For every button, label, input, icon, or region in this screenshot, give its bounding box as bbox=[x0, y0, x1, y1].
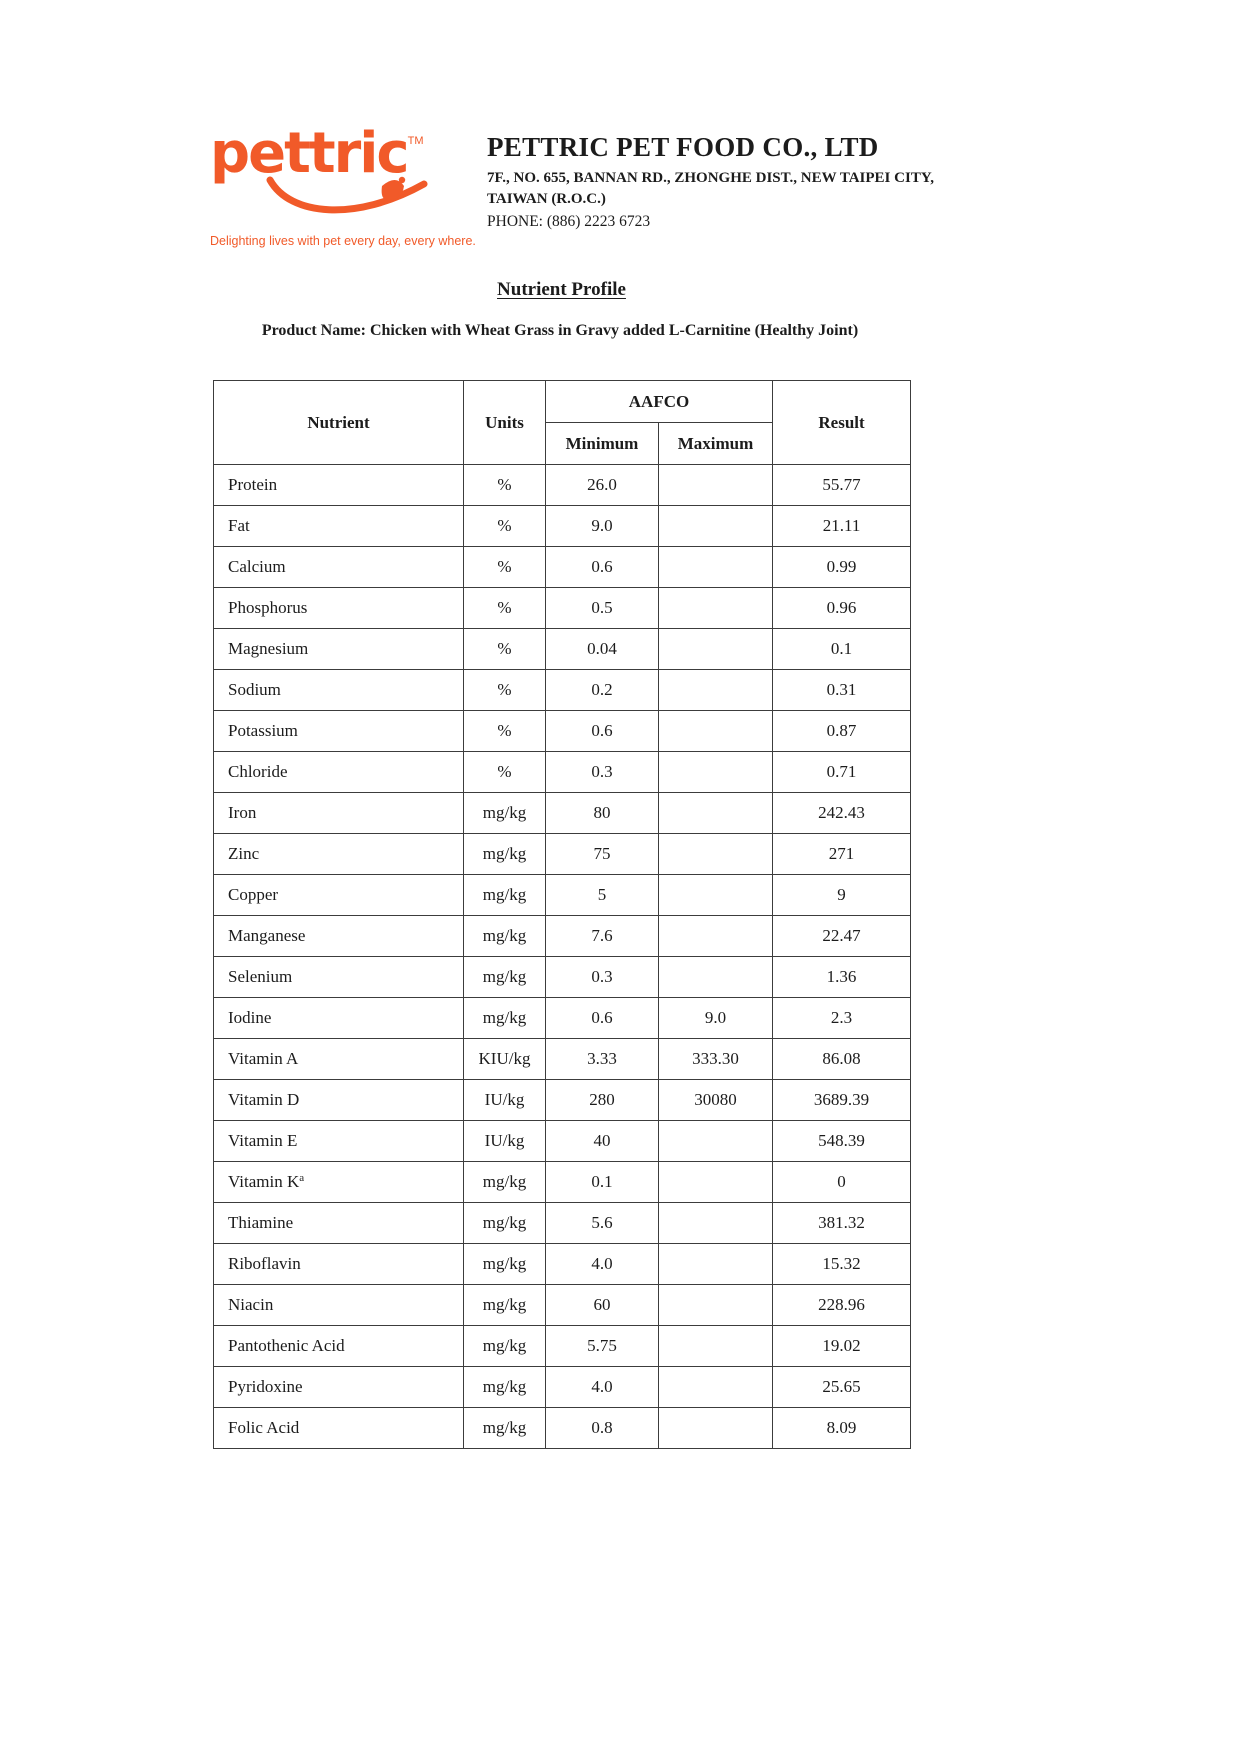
units-cell: % bbox=[464, 670, 546, 711]
result-cell: 228.96 bbox=[773, 1285, 911, 1326]
nutrient-cell: Pantothenic Acid bbox=[214, 1326, 464, 1367]
maximum-cell bbox=[659, 1121, 773, 1162]
units-cell: mg/kg bbox=[464, 1367, 546, 1408]
units-cell: mg/kg bbox=[464, 1244, 546, 1285]
document-header bbox=[210, 121, 935, 248]
header-aafco: AAFCO bbox=[546, 381, 773, 423]
nutrient-cell: Vitamin A bbox=[214, 1039, 464, 1080]
header-result: Result bbox=[773, 381, 911, 465]
maximum-cell bbox=[659, 1162, 773, 1203]
maximum-cell bbox=[659, 629, 773, 670]
table-row bbox=[214, 588, 911, 629]
minimum-cell: 0.3 bbox=[546, 957, 659, 998]
maximum-cell bbox=[659, 1367, 773, 1408]
minimum-cell: 7.6 bbox=[546, 916, 659, 957]
maximum-cell bbox=[659, 1408, 773, 1449]
maximum-cell bbox=[659, 752, 773, 793]
nutrient-cell: Riboflavin bbox=[214, 1244, 464, 1285]
nutrient-cell: Magnesium bbox=[214, 629, 464, 670]
result-cell: 1.36 bbox=[773, 957, 911, 998]
nutrient-cell: Potassium bbox=[214, 711, 464, 752]
result-cell: 0.31 bbox=[773, 670, 911, 711]
result-cell: 25.65 bbox=[773, 1367, 911, 1408]
result-cell: 0.71 bbox=[773, 752, 911, 793]
result-cell: 19.02 bbox=[773, 1326, 911, 1367]
units-cell: mg/kg bbox=[464, 834, 546, 875]
minimum-cell: 0.1 bbox=[546, 1162, 659, 1203]
units-cell: % bbox=[464, 506, 546, 547]
minimum-cell: 4.0 bbox=[546, 1367, 659, 1408]
header-maximum: Maximum bbox=[659, 423, 773, 465]
result-cell: 8.09 bbox=[773, 1408, 911, 1449]
units-cell: mg/kg bbox=[464, 1162, 546, 1203]
units-cell: % bbox=[464, 547, 546, 588]
units-cell: mg/kg bbox=[464, 1285, 546, 1326]
result-cell: 22.47 bbox=[773, 916, 911, 957]
maximum-cell bbox=[659, 916, 773, 957]
units-cell: IU/kg bbox=[464, 1080, 546, 1121]
table-row bbox=[214, 1326, 911, 1367]
units-cell: % bbox=[464, 629, 546, 670]
minimum-cell: 280 bbox=[546, 1080, 659, 1121]
maximum-cell bbox=[659, 875, 773, 916]
nutrient-cell: Fat bbox=[214, 506, 464, 547]
units-cell: mg/kg bbox=[464, 916, 546, 957]
units-cell: KIU/kg bbox=[464, 1039, 546, 1080]
nutrient-cell: Zinc bbox=[214, 834, 464, 875]
minimum-cell: 80 bbox=[546, 793, 659, 834]
minimum-cell: 5.75 bbox=[546, 1326, 659, 1367]
table-row bbox=[214, 1244, 911, 1285]
minimum-cell: 0.6 bbox=[546, 711, 659, 752]
minimum-cell: 0.04 bbox=[546, 629, 659, 670]
minimum-cell: 0.2 bbox=[546, 670, 659, 711]
minimum-cell: 3.33 bbox=[546, 1039, 659, 1080]
nutrient-cell: Vitamin E bbox=[214, 1121, 464, 1162]
brand-wordmark-line bbox=[210, 121, 472, 186]
maximum-cell: 333.30 bbox=[659, 1039, 773, 1080]
minimum-cell: 75 bbox=[546, 834, 659, 875]
maximum-cell bbox=[659, 547, 773, 588]
minimum-cell: 0.5 bbox=[546, 588, 659, 629]
units-cell: mg/kg bbox=[464, 793, 546, 834]
tm-mark: TM bbox=[407, 135, 424, 147]
result-cell: 242.43 bbox=[773, 793, 911, 834]
minimum-cell: 60 bbox=[546, 1285, 659, 1326]
table-row bbox=[214, 1039, 911, 1080]
nutrient-table-container bbox=[213, 380, 910, 1449]
maximum-cell bbox=[659, 465, 773, 506]
nutrient-cell: Protein bbox=[214, 465, 464, 506]
nutrient-cell: Vitamin D bbox=[214, 1080, 464, 1121]
nutrient-cell: Chloride bbox=[214, 752, 464, 793]
table-row bbox=[214, 834, 911, 875]
table-row bbox=[214, 1162, 911, 1203]
header-units: Units bbox=[464, 381, 546, 465]
maximum-cell: 9.0 bbox=[659, 998, 773, 1039]
minimum-cell: 5.6 bbox=[546, 1203, 659, 1244]
nutrient-table-body bbox=[214, 465, 911, 1449]
nutrient-cell: Folic Acid bbox=[214, 1408, 464, 1449]
nutrient-cell: Sodium bbox=[214, 670, 464, 711]
company-name: PETTRIC PET FOOD CO., LTD bbox=[487, 132, 879, 162]
result-cell: 0 bbox=[773, 1162, 911, 1203]
units-cell: mg/kg bbox=[464, 875, 546, 916]
units-cell: mg/kg bbox=[464, 1203, 546, 1244]
product-name-line: Product Name: Chicken with Wheat Grass in Gravy added L-Carnitine (Healthy Joint) bbox=[261, 322, 859, 339]
result-cell: 0.1 bbox=[773, 629, 911, 670]
maximum-cell bbox=[659, 1203, 773, 1244]
minimum-cell: 5 bbox=[546, 875, 659, 916]
nutrient-cell: Iodine bbox=[214, 998, 464, 1039]
company-phone: PHONE: (886) 2223 6723 bbox=[487, 213, 651, 230]
maximum-cell bbox=[659, 834, 773, 875]
result-cell: 271 bbox=[773, 834, 911, 875]
table-row bbox=[214, 465, 911, 506]
units-cell: mg/kg bbox=[464, 998, 546, 1039]
result-cell: 0.87 bbox=[773, 711, 911, 752]
company-address-line2: TAIWAN (R.O.C.) bbox=[487, 191, 606, 207]
maximum-cell bbox=[659, 1285, 773, 1326]
maximum-cell bbox=[659, 1326, 773, 1367]
result-cell: 381.32 bbox=[773, 1203, 911, 1244]
table-row bbox=[214, 957, 911, 998]
minimum-cell: 26.0 bbox=[546, 465, 659, 506]
units-cell: % bbox=[464, 465, 546, 506]
table-row bbox=[214, 1203, 911, 1244]
units-cell: mg/kg bbox=[464, 957, 546, 998]
nutrient-cell: Iron bbox=[214, 793, 464, 834]
company-info bbox=[487, 126, 934, 248]
result-cell: 3689.39 bbox=[773, 1080, 911, 1121]
maximum-cell bbox=[659, 506, 773, 547]
result-cell: 9 bbox=[773, 875, 911, 916]
maximum-cell bbox=[659, 588, 773, 629]
result-cell: 2.3 bbox=[773, 998, 911, 1039]
nutrient-cell: Thiamine bbox=[214, 1203, 464, 1244]
maximum-cell bbox=[659, 957, 773, 998]
table-row bbox=[214, 506, 911, 547]
table-row bbox=[214, 875, 911, 916]
nutrient-cell: Selenium bbox=[214, 957, 464, 998]
table-row bbox=[214, 547, 911, 588]
brand-logo bbox=[210, 121, 476, 248]
minimum-cell: 0.8 bbox=[546, 1408, 659, 1449]
nutrient-cell: Copper bbox=[214, 875, 464, 916]
result-cell: 86.08 bbox=[773, 1039, 911, 1080]
company-address-line1: 7F., NO. 655, BANNAN RD., ZHONGHE DIST., NEW TAIPEI CITY, bbox=[487, 170, 935, 186]
maximum-cell bbox=[659, 711, 773, 752]
table-row bbox=[214, 1408, 911, 1449]
table-row bbox=[214, 1121, 911, 1162]
maximum-cell: 30080 bbox=[659, 1080, 773, 1121]
minimum-cell: 40 bbox=[546, 1121, 659, 1162]
table-row bbox=[214, 793, 911, 834]
maximum-cell bbox=[659, 793, 773, 834]
units-cell: mg/kg bbox=[464, 1326, 546, 1367]
minimum-cell: 0.6 bbox=[546, 547, 659, 588]
nutrient-cell: Niacin bbox=[214, 1285, 464, 1326]
units-cell: % bbox=[464, 588, 546, 629]
brand-wordmark: pettric bbox=[210, 121, 408, 186]
result-cell: 548.39 bbox=[773, 1121, 911, 1162]
header-nutrient: Nutrient bbox=[214, 381, 464, 465]
nutrient-cell: Calcium bbox=[214, 547, 464, 588]
company-address bbox=[487, 168, 934, 210]
nutrient-table bbox=[213, 380, 911, 1449]
table-row bbox=[214, 998, 911, 1039]
nutrient-cell: Pyridoxine bbox=[214, 1367, 464, 1408]
nutrient-cell: Vitamin $K^a$ bbox=[214, 1162, 464, 1203]
nutrient-cell: Phosphorus bbox=[214, 588, 464, 629]
header-row-top bbox=[214, 381, 911, 423]
maximum-cell bbox=[659, 670, 773, 711]
minimum-cell: 4.0 bbox=[546, 1244, 659, 1285]
table-row bbox=[214, 752, 911, 793]
table-row bbox=[214, 711, 911, 752]
units-cell: IU/kg bbox=[464, 1121, 546, 1162]
result-cell: 0.96 bbox=[773, 588, 911, 629]
minimum-cell: 9.0 bbox=[546, 506, 659, 547]
maximum-cell bbox=[659, 1244, 773, 1285]
header-minimum: Minimum bbox=[546, 423, 659, 465]
units-cell: mg/kg bbox=[464, 1408, 546, 1449]
table-row bbox=[214, 1285, 911, 1326]
table-row bbox=[214, 1080, 911, 1121]
table-row bbox=[214, 670, 911, 711]
result-cell: 0.99 bbox=[773, 547, 911, 588]
table-row bbox=[214, 1367, 911, 1408]
units-cell: % bbox=[464, 752, 546, 793]
result-cell: 15.32 bbox=[773, 1244, 911, 1285]
page-title: Nutrient Profile bbox=[497, 279, 626, 300]
nutrient-table-header bbox=[214, 381, 911, 465]
units-cell: % bbox=[464, 711, 546, 752]
nutrient-cell: Manganese bbox=[214, 916, 464, 957]
result-cell: 55.77 bbox=[773, 465, 911, 506]
table-row bbox=[214, 916, 911, 957]
minimum-cell: 0.6 bbox=[546, 998, 659, 1039]
result-cell: 21.11 bbox=[773, 506, 911, 547]
table-row bbox=[214, 629, 911, 670]
minimum-cell: 0.3 bbox=[546, 752, 659, 793]
brand-tagline: Delighting lives with pet every day, every where. bbox=[210, 234, 476, 248]
